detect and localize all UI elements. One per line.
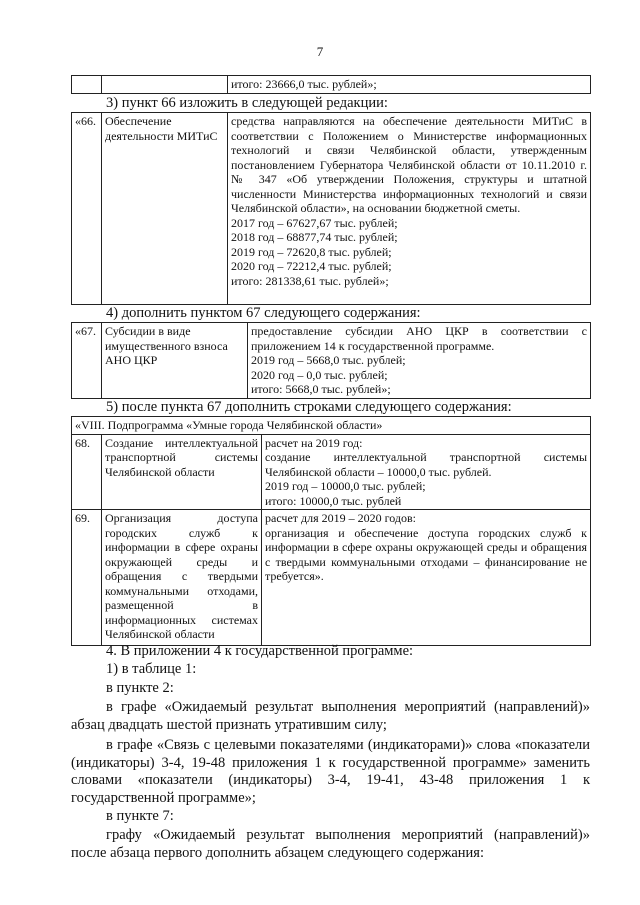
heading-item-5: 5) после пункта 67 дополнить строками следующего содержания: [106, 399, 512, 415]
row-description: средства направляются на обеспечение деятельности МИТиС в соответствии с Положением о Министерстве информационных технологий и связи Челябинской области, утвержденным постановлением Губернатора Челябинской области от 10.11.2010 г. № 347 «Об утверждении Положения, структуры и штатной численности Министерства информационных технологий и связи Челябинской области», на основании бюджетной сметы. [231, 114, 587, 215]
empty-cell [102, 76, 228, 94]
row-description-cell [262, 510, 591, 646]
year-value: 2018 год – 68877,74 тыс. рублей; [231, 230, 398, 244]
row-name: Обеспечение деятельности МИТиС [102, 113, 228, 305]
row-description-cell [228, 113, 591, 305]
row-name: Создание интеллектуальной транспортной системы Челябинской области [102, 434, 262, 510]
continuation-table [71, 75, 591, 94]
row-number: «67. [72, 323, 102, 399]
row-description: организация и обеспечение доступа городских служб к информации в сфере охраны окружающей среды и обращения с твердыми коммунальными отходами – финансирование не требуется». [265, 525, 588, 583]
heading-item-3: 3) пункт 66 изложить в следующей редакции: [106, 95, 388, 111]
section-title: «VIII. Подпрограмма «Умные города Челябинской области» [72, 417, 591, 435]
page-number: 7 [316, 44, 324, 59]
subitem-1: 1) в таблице 1: [106, 661, 197, 677]
row-number: «66. [72, 113, 102, 305]
row-number: 68. [72, 434, 102, 510]
item-4-intro: 4. В приложении 4 к государственной программе: [106, 643, 414, 659]
row-description-cell [248, 323, 591, 399]
empty-cell [72, 76, 102, 94]
point-2-label: в пункте 2: [106, 680, 174, 696]
year-value: 2019 год – 72620,8 тыс. рублей; [231, 244, 392, 259]
row-number: 69. [72, 510, 102, 646]
year-value: 2019 год – 5668,0 тыс. рублей; [251, 353, 406, 367]
subprogram-table [71, 416, 591, 646]
row-description-cell [262, 434, 591, 510]
total-cell: итого: 23666,0 тыс. рублей»; [228, 76, 591, 94]
table-row-67 [71, 322, 591, 399]
heading-item-4: 4) дополнить пунктом 67 следующего содержания: [106, 305, 421, 321]
row-name: Организация доступа городских служб к информации в сфере охраны окружающей среды и обращения с твердыми коммунальными отходами, размещенной в информационных системах Челябинской области [102, 510, 262, 646]
calc-label: расчет на 2019 год: [265, 435, 363, 450]
paragraph-2: в графе «Связь с целевыми показателями (индикаторами)» слова «показатели (индикаторы) 3-4, 19-48 приложения 1 к государственной программе» заменить словами «показатели (индикаторы) 3-4, 19-41, 43-48 приложения 1 к государственной программе»; [71, 737, 590, 806]
total-value: итого: 5668,0 тыс. рублей»; [251, 382, 391, 396]
table-row-66 [71, 112, 591, 305]
year-value: 2019 год – 10000,0 тыс. рублей; [265, 479, 426, 493]
paragraph-3: графу «Ожидаемый результат выполнения мероприятий (направлений)» после абзаца первого дополнить абзацем следующего содержания: [71, 827, 590, 861]
total-value: итого: 10000,0 тыс. рублей [265, 493, 402, 508]
year-value: 2020 год – 72212,4 тыс. рублей; [231, 259, 392, 273]
calc-label: расчет для 2019 – 2020 годов: [265, 511, 417, 525]
row-name: Субсидии в виде имущественного взноса АНО ЦКР [102, 323, 248, 399]
year-value: 2017 год – 67627,67 тыс. рублей; [231, 215, 398, 230]
row-description: предоставление субсидии АНО ЦКР в соответствии с приложением 14 к государственной программе. [251, 324, 587, 353]
total-value: итого: 281338,61 тыс. рублей»; [231, 273, 389, 288]
paragraph-1: в графе «Ожидаемый результат выполнения мероприятий (направлений)» абзац двадцать шестой признать утратившим силу; [71, 699, 590, 733]
point-7-label: в пункте 7: [106, 808, 174, 824]
year-value: 2020 год – 0,0 тыс. рублей; [251, 367, 388, 382]
row-description: создание интеллектуальной транспортной системы Челябинской области – 10000,0 тыс. рублей. [265, 450, 588, 479]
